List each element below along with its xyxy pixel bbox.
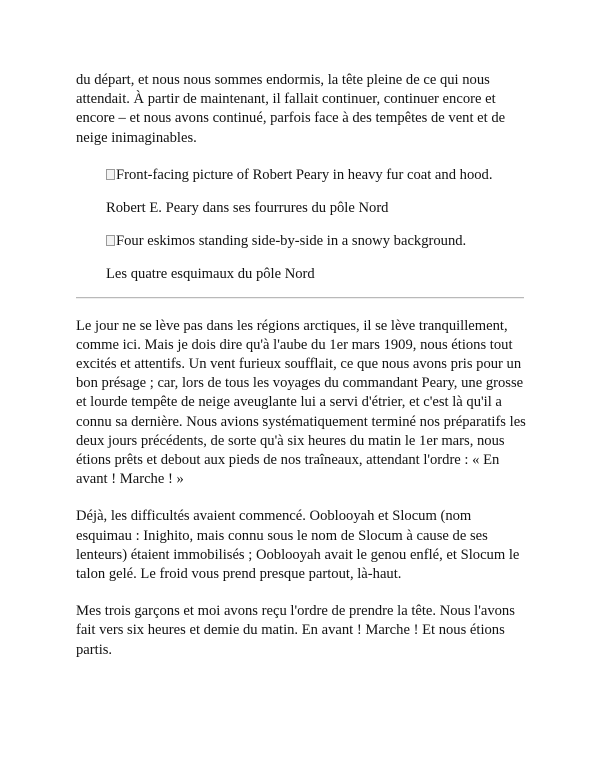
figure-caption: Les quatre esquimaux du pôle Nord xyxy=(106,266,315,283)
paragraph-difficulties: Déjà, les difficultés avaient commencé. Ooblooyah et Slocum (nom esquimau : Inighito, mais connu sous le nom de Slocum à cause de ses lenteurs) étaient immobilisés ; Ooblooyah avait le genou enflé, et Slocum le talon gelé. Le froid vous prend presque partout, là-haut. xyxy=(76,508,520,583)
section-divider xyxy=(76,297,524,299)
broken-image-peary xyxy=(106,166,506,185)
image-alt-text: Front-facing picture of Robert Peary in heavy fur coat and hood. xyxy=(116,166,493,183)
figure-peary xyxy=(106,166,506,218)
paragraph-dawn: Le jour ne se lève pas dans les régions arctiques, il se lève tranquillement, comme ici. Mais je dois dire qu'à l'aube du 1er mars 1909, nous étions tout excités et attentifs. Un vent furieux soufflait, ce que nous avons pris pour un bon présage ; car, lors de tous les voyages du commandant Peary, une grosse et lourde tempête de neige aveuglante lui a servi d'étrier, et c'est là qu'il a connu sa dernière. Nous avions systématiquement terminé nos préparatifs les deux jours précédents, de sorte qu'à six heures du matin le 1er mars, nous étions prêts et debout aux pieds de nos traîneaux, attendant l'ordre : « En avant ! Marche ! » xyxy=(76,317,526,488)
paragraph-intro: du départ, et nous nous sommes endormis, la tête pleine de ce qui nous attendait. À partir de maintenant, il fallait continuer, continuer encore et encore – et nous avons continué, parfois face à des tempêtes de vent et de neige inimaginables. xyxy=(76,72,506,146)
broken-image-eskimos xyxy=(106,232,506,251)
image-alt-text: Four eskimos standing side-by-side in a snowy background. xyxy=(116,233,467,250)
broken-image-icon xyxy=(106,169,115,180)
broken-image-icon xyxy=(106,235,115,246)
document-page xyxy=(76,71,536,660)
paragraph-departure: Mes trois garçons et moi avons reçu l'ordre de prendre la tête. Nous l'avons fait vers six heures et demie du matin. En avant ! Marche ! Et nous étions partis. xyxy=(76,603,515,658)
figure-eskimos xyxy=(106,232,506,284)
figure-caption: Robert E. Peary dans ses fourrures du pôle Nord xyxy=(106,200,389,217)
